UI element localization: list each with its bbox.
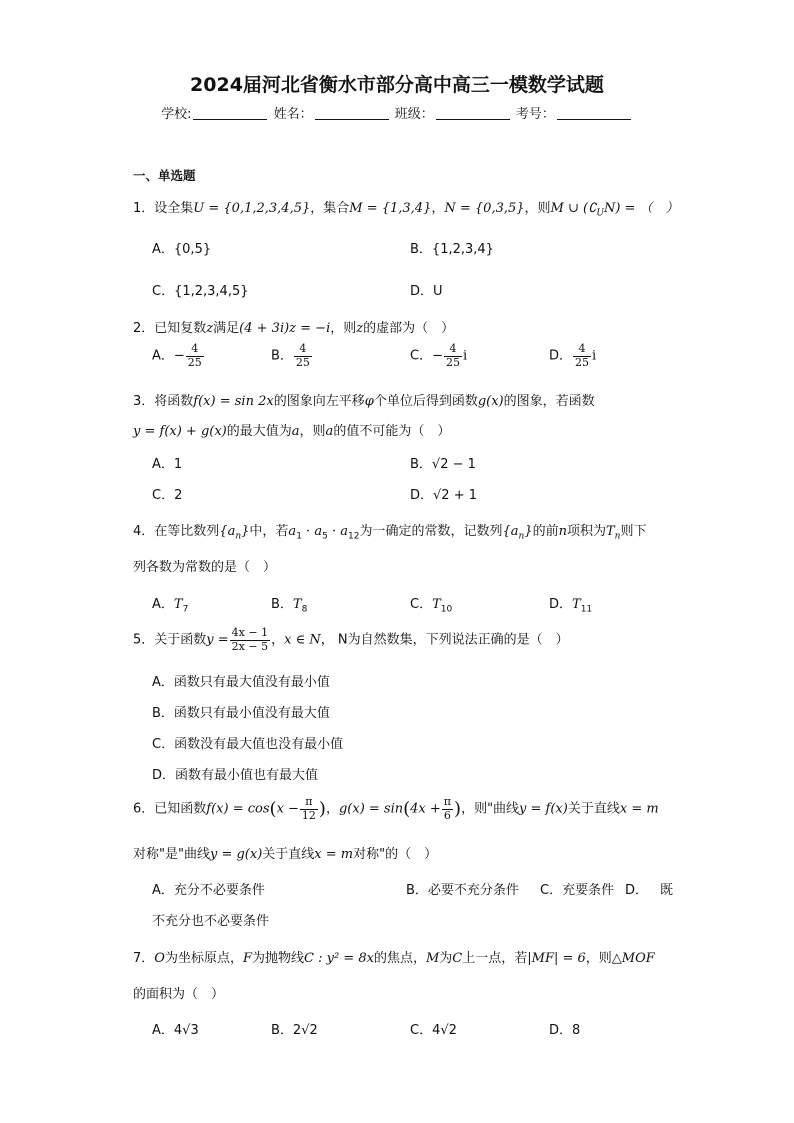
q2-option-d[interactable] bbox=[549, 343, 596, 369]
fraction bbox=[444, 343, 462, 369]
denominator: 25 bbox=[445, 355, 460, 369]
q7-point-f: F bbox=[242, 951, 252, 966]
q7-option-a[interactable]: A．4√3 bbox=[152, 1023, 199, 1038]
question-number: 5． bbox=[133, 632, 155, 648]
denominator: 25 bbox=[575, 355, 590, 369]
q4-text: 中，若 bbox=[249, 524, 289, 539]
q1-text: ， bbox=[431, 201, 445, 216]
denominator: 25 bbox=[187, 355, 202, 369]
question-1-stem bbox=[133, 197, 679, 219]
q3-option-c[interactable]: C．2 bbox=[152, 488, 183, 503]
imaginary-unit: i bbox=[592, 348, 597, 364]
q7-point-o: O bbox=[154, 951, 165, 966]
q1-text: 设全集 bbox=[154, 201, 194, 216]
q6-line: x = m bbox=[314, 847, 354, 862]
question-4-stem-line1: 4．在等比数列$\{a_n\}$中，若$a_1 \cdot a_5 \cdot a_{12}$为一确定的常数，记数列$\{a_n\}$的前n项积为$T_n$则下 bbox=[133, 524, 647, 542]
numerator: π bbox=[300, 796, 318, 810]
q4-var-t: T bbox=[173, 597, 183, 612]
q1-option-b[interactable]: B．{1,2,3,4} bbox=[410, 242, 494, 257]
q4-text: 的前 bbox=[532, 524, 559, 539]
q4-sequence-subscript: n bbox=[235, 531, 242, 542]
q7-option-c[interactable]: C．4√2 bbox=[410, 1023, 457, 1038]
q2-option-b[interactable] bbox=[271, 343, 313, 369]
q7-text: 为坐标原点， bbox=[164, 951, 243, 966]
q6-text: ，则"曲线 bbox=[461, 801, 520, 817]
q3-text: 个单位后得到函数 bbox=[373, 394, 478, 409]
q6-text: 关于直线 bbox=[262, 847, 315, 862]
q5-text: 关于函数 bbox=[154, 632, 207, 648]
q3-function-f: f(x) = sin 2x bbox=[193, 394, 274, 409]
imaginary-unit: i bbox=[462, 348, 468, 364]
q3-var-a: a bbox=[291, 424, 300, 439]
q4-subscript: 10 bbox=[440, 604, 453, 615]
q4-option-label: C． bbox=[410, 597, 433, 612]
question-3-stem-line2 bbox=[133, 420, 450, 439]
question-number: 3． bbox=[133, 394, 155, 409]
q3-text: 的图象，若函数 bbox=[503, 394, 595, 409]
q3-text: 的最大值为 bbox=[226, 424, 292, 439]
q6-option-b[interactable]: B．必要不充分条件 bbox=[406, 883, 519, 898]
name-blank[interactable] bbox=[315, 107, 389, 120]
q6-option-d[interactable] bbox=[625, 879, 673, 898]
question-number: 1． bbox=[133, 201, 155, 216]
q4-sequence-end: } bbox=[241, 524, 250, 539]
q6-curve-f: y = f(x) bbox=[519, 801, 568, 817]
q1-complement-subscript: U bbox=[596, 208, 604, 219]
q2-text: 满足 bbox=[213, 321, 240, 336]
q2-option-label: A．− bbox=[152, 348, 185, 364]
q3-function-g: g(x) bbox=[477, 394, 504, 409]
q7-text: 上一点，若 bbox=[462, 951, 528, 966]
q4-var-t: T bbox=[572, 597, 581, 612]
q6-option-label: D． bbox=[625, 883, 649, 898]
question-5-stem bbox=[133, 627, 569, 653]
q4-subscript: 11 bbox=[580, 604, 593, 615]
q4-sequence: {a bbox=[502, 524, 519, 539]
numerator: 4 bbox=[294, 343, 312, 357]
class-blank[interactable] bbox=[436, 107, 510, 120]
q1-text: ，则 bbox=[524, 201, 551, 216]
q5-option-c[interactable]: C．函数没有最大值也没有最小值 bbox=[152, 737, 344, 752]
denominator: 2x − 5 bbox=[231, 639, 269, 653]
q3-phi: φ bbox=[364, 394, 374, 409]
numerator: π bbox=[443, 795, 452, 808]
q4-subscript: 8 bbox=[301, 604, 308, 615]
q3-text: ，则 bbox=[299, 424, 326, 439]
student-info-row bbox=[0, 103, 794, 122]
q6-option-d-continued[interactable]: 不充分也不必要条件 bbox=[152, 914, 270, 929]
q1-text: ，集合 bbox=[310, 201, 350, 216]
q3-text: 的值不可能为（ ） bbox=[333, 424, 451, 439]
name-label: 姓名： bbox=[273, 107, 313, 122]
q6-text: 对称"是"曲线 bbox=[133, 847, 210, 862]
q7-option-b[interactable]: B．2√2 bbox=[271, 1023, 318, 1038]
q6-f-argument: x − bbox=[276, 801, 299, 817]
denominator: 6 bbox=[443, 808, 451, 822]
number-blank[interactable] bbox=[557, 107, 631, 120]
fraction bbox=[294, 343, 312, 369]
q6-text: ， bbox=[325, 801, 339, 817]
q4-var-t-subscript: n bbox=[614, 531, 621, 542]
q4-term: a bbox=[288, 524, 297, 539]
q6-curve-g: y = g(x) bbox=[209, 847, 263, 862]
q4-var-n: n bbox=[558, 524, 567, 539]
question-number: 6． bbox=[133, 801, 155, 817]
q7-text: ，则 bbox=[585, 951, 612, 966]
q2-var-z: z bbox=[206, 321, 214, 336]
denominator: 25 bbox=[295, 355, 310, 369]
school-label: 学校: bbox=[161, 107, 192, 122]
q4-option-label: B． bbox=[271, 597, 293, 612]
denominator: 12 bbox=[301, 808, 316, 822]
q4-term: a bbox=[340, 524, 348, 539]
q3-var-a: a bbox=[325, 424, 334, 439]
q5-domain: x ∈ N bbox=[284, 632, 321, 648]
q4-option-c[interactable] bbox=[410, 593, 452, 615]
fraction bbox=[230, 627, 270, 653]
school-blank[interactable] bbox=[193, 107, 267, 120]
q4-var-t: T bbox=[605, 524, 615, 539]
question-4-stem-line2: 列各数为常数的是（ ） bbox=[133, 560, 277, 575]
q2-option-c[interactable] bbox=[410, 343, 467, 369]
q1-expression: M ∪ (∁ bbox=[550, 201, 597, 216]
question-number: 4． bbox=[133, 524, 155, 539]
q1-set-m: M = {1,3,4} bbox=[349, 201, 432, 216]
q1-option-d[interactable]: D．U bbox=[410, 284, 443, 299]
q6-function-f: f(x) = cos bbox=[206, 801, 270, 817]
question-3-stem-line1 bbox=[133, 390, 595, 409]
question-6-stem-line2 bbox=[133, 843, 437, 862]
q3-option-a[interactable]: A．1 bbox=[152, 457, 183, 472]
question-number: 7． bbox=[133, 951, 155, 966]
q2-option-label: C．− bbox=[410, 348, 443, 364]
q5-option-a[interactable]: A．函数只有最大值没有最小值 bbox=[152, 675, 330, 690]
q4-term-subscript: 1 bbox=[296, 531, 302, 542]
q7-text: 为 bbox=[439, 951, 453, 966]
q4-option-a[interactable] bbox=[152, 593, 188, 615]
q4-text: 为一确定的常数，记数列 bbox=[359, 524, 503, 539]
q7-point-m: M bbox=[425, 951, 440, 966]
q3-option-d[interactable]: D．√2 + 1 bbox=[410, 488, 477, 503]
q4-text: 则下 bbox=[620, 524, 647, 539]
q3-text: 的图象向左平移 bbox=[273, 394, 365, 409]
page-title: 2024届河北省衡水市部分高中高三一模数学试题 bbox=[190, 74, 604, 96]
q7-distance: |MF| = 6 bbox=[527, 951, 586, 966]
q6-line: x = m bbox=[619, 801, 659, 817]
numerator: 4 bbox=[444, 343, 462, 357]
q6-function-g: g(x) = sin bbox=[338, 801, 404, 817]
fraction bbox=[573, 343, 591, 369]
q5-y: y = bbox=[206, 632, 229, 648]
q1-option-c[interactable]: C．{1,2,3,4,5} bbox=[152, 284, 249, 299]
question-7-stem-line1 bbox=[133, 947, 655, 966]
q2-text: ，则 bbox=[330, 321, 357, 336]
q2-option-label: B． bbox=[271, 348, 293, 364]
q4-text: 在等比数列 bbox=[154, 524, 220, 539]
q1-set-u: U = {0,1,2,3,4,5} bbox=[193, 201, 311, 216]
question-2-stem bbox=[133, 317, 454, 336]
q7-curve-c: C bbox=[452, 951, 463, 966]
fraction bbox=[186, 343, 204, 369]
question-number: 2． bbox=[133, 321, 155, 336]
q4-term-subscript: 5 bbox=[322, 531, 328, 542]
q2-text: 已知复数 bbox=[154, 321, 207, 336]
q4-option-label: A． bbox=[152, 597, 174, 612]
q4-text: 项积为 bbox=[566, 524, 606, 539]
q5-option-b[interactable]: B．函数只有最小值没有最大值 bbox=[152, 706, 330, 721]
q2-option-label: D． bbox=[549, 348, 573, 364]
q6-option-d-text: 既 bbox=[660, 883, 674, 898]
question-7-stem-line2: 的面积为（ ） bbox=[133, 987, 225, 1002]
q3-function-sum: y = f(x) + g(x) bbox=[133, 424, 227, 439]
numerator: 4 bbox=[186, 343, 204, 357]
q6-text: 已知函数 bbox=[154, 801, 207, 817]
q6-option-c[interactable]: C．充要条件 bbox=[540, 883, 615, 898]
q7-triangle: △MOF bbox=[611, 951, 655, 966]
q6-text: 对称"的（ ） bbox=[353, 847, 438, 862]
q2-var-z: z bbox=[356, 321, 364, 336]
q4-option-label: D． bbox=[549, 597, 573, 612]
q7-text: 为抛物线 bbox=[252, 951, 305, 966]
class-label: 班级： bbox=[394, 107, 434, 122]
q4-option-d[interactable] bbox=[549, 593, 592, 615]
q4-sequence: {a bbox=[219, 524, 236, 539]
q5-text: ， bbox=[271, 632, 285, 648]
q6-option-a[interactable]: A．充分不必要条件 bbox=[152, 883, 265, 898]
q2-option-a[interactable] bbox=[152, 343, 205, 369]
q1-option-a[interactable]: A．{0,5} bbox=[152, 242, 212, 257]
q1-set-n: N = {0,3,5} bbox=[444, 201, 525, 216]
q2-equation: (4 + 3i)z = −i bbox=[239, 321, 331, 336]
q5-option-d[interactable]: D．函数有最小值也有最大值 bbox=[152, 768, 319, 783]
q2-text: 的虚部为（ ） bbox=[363, 321, 455, 336]
q4-var-t: T bbox=[292, 597, 302, 612]
fraction bbox=[442, 796, 453, 822]
q6-g-argument: 4x + bbox=[410, 801, 441, 817]
q4-subscript: 7 bbox=[182, 604, 189, 615]
q4-var-t: T bbox=[432, 597, 441, 612]
q3-option-b[interactable]: B．√2 − 1 bbox=[410, 457, 476, 472]
fraction bbox=[300, 796, 318, 822]
numerator: 4 bbox=[573, 343, 591, 357]
numerator: 4x − 1 bbox=[231, 626, 269, 639]
q4-sequence-subscript: n bbox=[518, 531, 525, 542]
q4-term: a bbox=[314, 524, 323, 539]
q3-text: 将函数 bbox=[154, 394, 194, 409]
question-6-stem-line1: 6．已知函数f(x) = cos(x − $\frac{\pi}{12}$ )，g(x) = sin(4x + $\frac{\pi}{6}$ )，则"曲线y = f(x)关于直线x = m bbox=[133, 795, 659, 822]
q4-sequence-end: } bbox=[524, 524, 533, 539]
q7-parabola: C : y² = 8x bbox=[304, 951, 374, 966]
q7-option-d[interactable]: D．8 bbox=[549, 1023, 581, 1038]
q4-term-subscript: 12 bbox=[348, 531, 360, 542]
number-label: 考号： bbox=[515, 107, 555, 122]
q4-option-b[interactable] bbox=[271, 593, 307, 615]
q5-text: ， N为自然数集，下列说法正确的是（ ） bbox=[320, 632, 569, 648]
q6-text: 关于直线 bbox=[567, 801, 620, 817]
q7-text: 的焦点， bbox=[373, 951, 426, 966]
section-heading: 一、单选题 bbox=[133, 168, 196, 183]
q1-expression-end: N) = （ ） bbox=[603, 201, 679, 216]
